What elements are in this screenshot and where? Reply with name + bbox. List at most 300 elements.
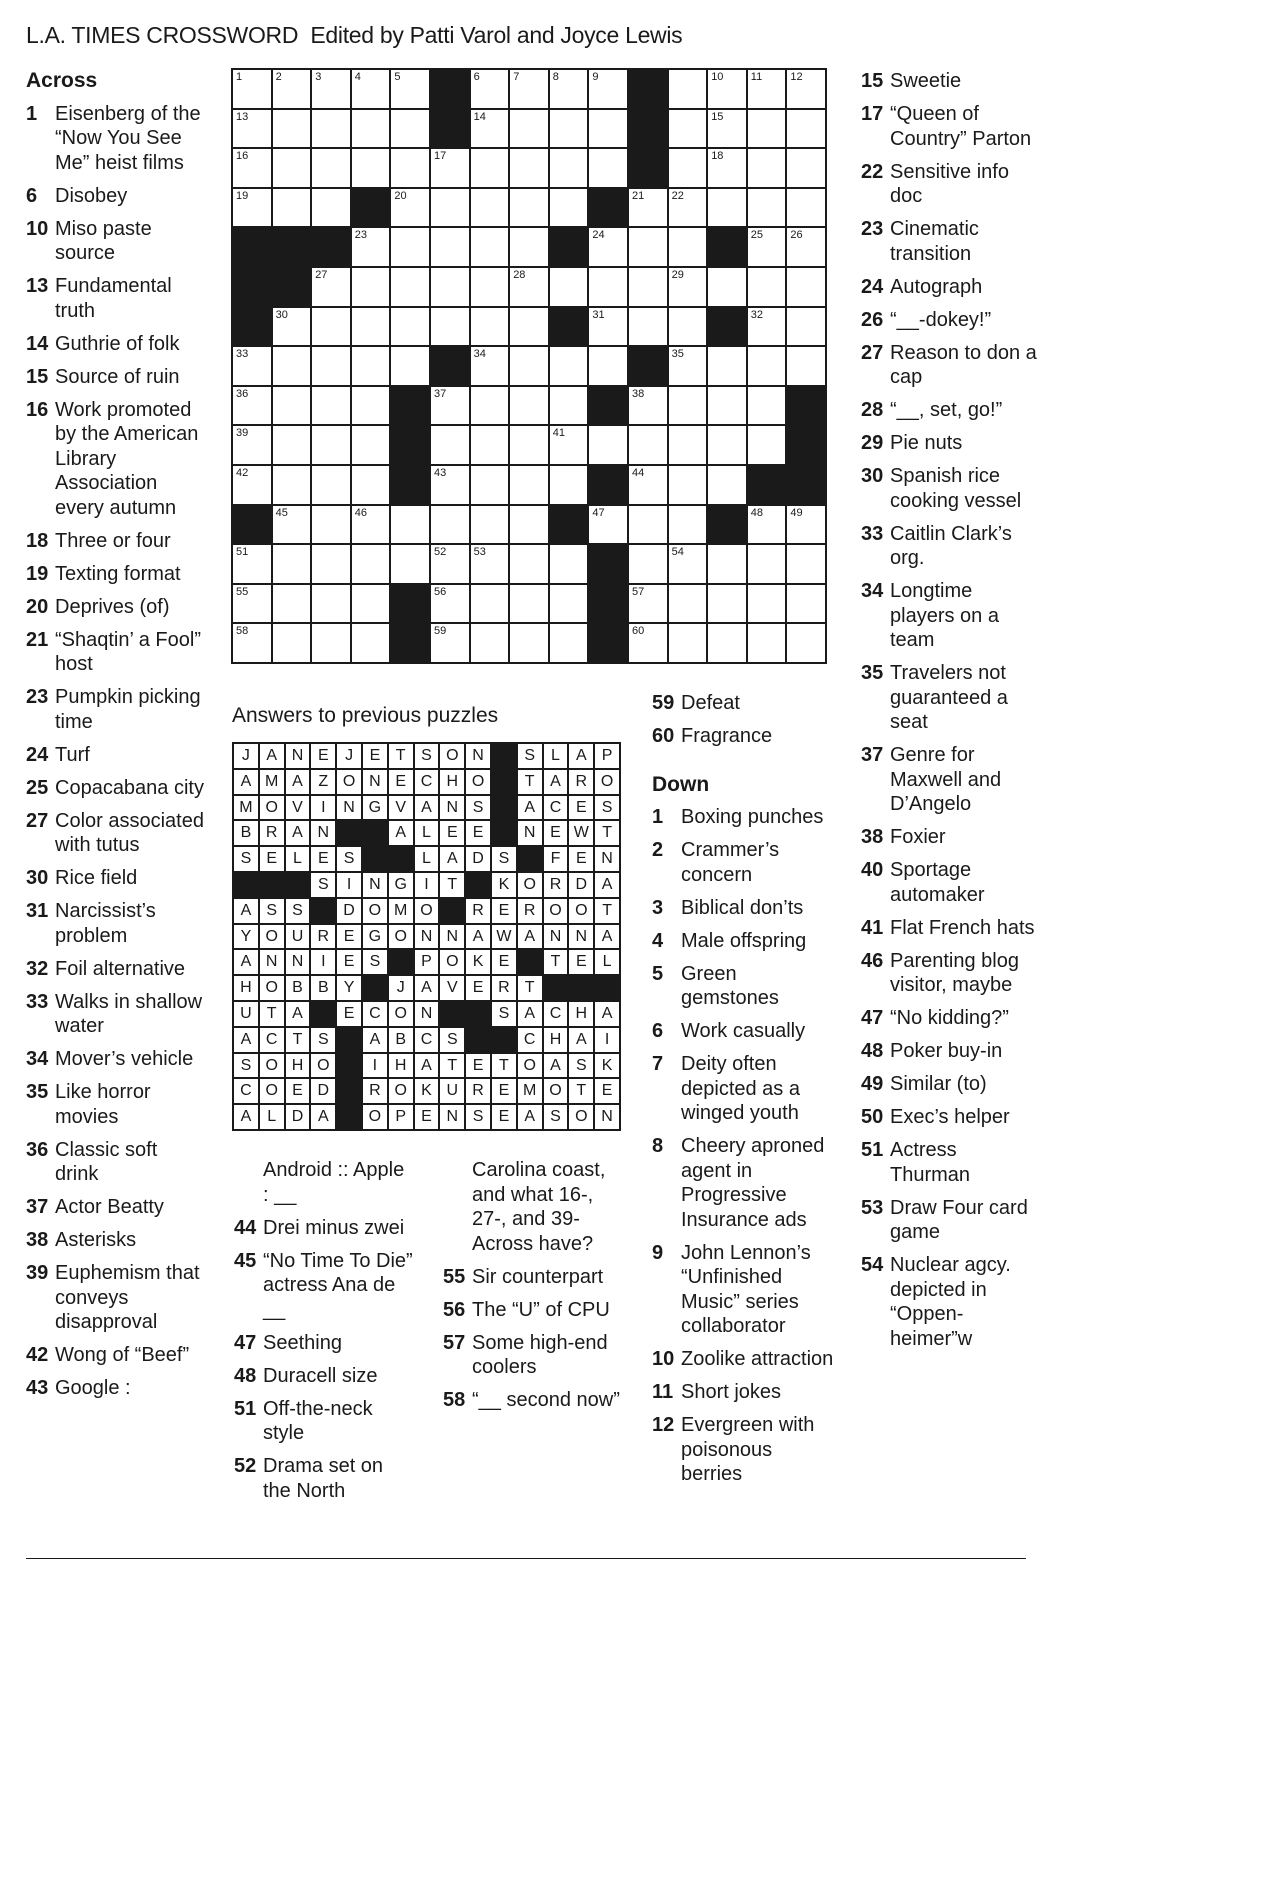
clue-number: 26 [861, 308, 884, 331]
answer-letter: A [517, 924, 543, 950]
grid-block [628, 109, 668, 149]
grid-cell[interactable] [430, 386, 470, 426]
grid-cell[interactable] [232, 188, 272, 228]
clue-item [26, 1195, 206, 1220]
answer-letter: N [594, 846, 620, 872]
cell-number: 36 [236, 387, 249, 400]
clue-text: Seething [263, 1331, 342, 1354]
answer-block [336, 1078, 362, 1104]
grid-cell[interactable] [588, 109, 628, 149]
grid-cell[interactable] [272, 69, 312, 109]
grid-block [707, 227, 747, 267]
grid-cell[interactable] [430, 544, 470, 584]
grid-cell[interactable] [470, 584, 510, 624]
grid-cell[interactable] [747, 386, 787, 426]
grid-cell[interactable] [588, 69, 628, 109]
grid-cell[interactable] [351, 227, 391, 267]
answer-letter: N [285, 743, 311, 769]
grid-cell[interactable] [786, 623, 826, 663]
grid-cell[interactable] [549, 109, 589, 149]
grid-cell[interactable] [470, 425, 510, 465]
clue-number: 12 [652, 1414, 675, 1436]
grid-cell[interactable] [786, 109, 826, 149]
grid-cell[interactable] [549, 623, 589, 663]
clue-item [443, 1158, 623, 1256]
answer-letter: Y [233, 924, 259, 950]
grid-cell[interactable] [470, 307, 510, 347]
answer-letter: L [259, 1104, 285, 1130]
answer-letter: O [594, 769, 620, 795]
answer-letter: N [336, 795, 362, 821]
grid-cell[interactable] [786, 267, 826, 307]
grid-cell[interactable] [272, 307, 312, 347]
answer-letter: S [594, 795, 620, 821]
grid-cell[interactable] [351, 584, 391, 624]
answer-letter: E [465, 820, 491, 846]
grid-cell[interactable] [509, 386, 549, 426]
answer-letter: G [362, 795, 388, 821]
grid-cell[interactable] [747, 584, 787, 624]
grid-cell[interactable] [311, 307, 351, 347]
clue-item [26, 866, 206, 891]
clue-text: Deprives (of) [55, 595, 170, 618]
grid-cell[interactable] [311, 465, 351, 505]
grid-cell[interactable] [628, 307, 668, 347]
grid-cell[interactable] [470, 69, 510, 109]
clue-text: Some high-end coolers [472, 1331, 608, 1378]
grid-cell[interactable] [351, 148, 391, 188]
clue-number: 55 [443, 1265, 466, 1288]
grid-cell[interactable] [311, 425, 351, 465]
grid-cell[interactable] [390, 505, 430, 545]
grid-cell[interactable] [668, 267, 708, 307]
grid-cell[interactable] [549, 148, 589, 188]
grid-cell[interactable] [747, 307, 787, 347]
clue-item [652, 805, 837, 830]
grid-cell[interactable] [668, 307, 708, 347]
answer-letter: V [388, 795, 414, 821]
answer-block [362, 820, 388, 846]
grid-cell[interactable] [311, 69, 351, 109]
grid-cell[interactable] [311, 148, 351, 188]
grid-cell[interactable] [311, 505, 351, 545]
grid-cell[interactable] [509, 148, 549, 188]
grid-cell[interactable] [588, 346, 628, 386]
grid-cell[interactable] [470, 227, 510, 267]
grid-block [272, 267, 312, 307]
answer-letter: A [568, 1027, 594, 1053]
grid-cell[interactable] [747, 623, 787, 663]
grid-cell[interactable] [232, 346, 272, 386]
answer-letter: A [233, 898, 259, 924]
grid-cell[interactable] [707, 544, 747, 584]
grid-cell[interactable] [588, 267, 628, 307]
grid-cell[interactable] [668, 425, 708, 465]
grid-cell[interactable] [509, 425, 549, 465]
grid-cell[interactable] [786, 188, 826, 228]
grid-cell[interactable] [747, 346, 787, 386]
grid-cell[interactable] [470, 505, 510, 545]
grid-cell[interactable] [747, 109, 787, 149]
grid-cell[interactable] [668, 148, 708, 188]
grid-cell[interactable] [786, 307, 826, 347]
grid-cell[interactable] [786, 148, 826, 188]
answer-letter: O [362, 1104, 388, 1130]
grid-cell[interactable] [232, 465, 272, 505]
grid-cell[interactable] [351, 267, 391, 307]
answer-letter: T [285, 1027, 311, 1053]
grid-cell[interactable] [668, 386, 708, 426]
previous-answers-grid [233, 743, 620, 1130]
grid-cell[interactable] [351, 346, 391, 386]
answer-letter: N [439, 1104, 465, 1130]
grid-block [747, 465, 787, 505]
grid-cell[interactable] [628, 584, 668, 624]
grid-cell[interactable] [707, 584, 747, 624]
grid-cell[interactable] [390, 267, 430, 307]
answer-letter: O [388, 1078, 414, 1104]
clue-number: 17 [861, 103, 884, 125]
grid-cell[interactable] [668, 346, 708, 386]
grid-cell[interactable] [786, 227, 826, 267]
grid-cell[interactable] [747, 188, 787, 228]
grid-cell[interactable] [509, 544, 549, 584]
grid-cell[interactable] [628, 188, 668, 228]
clue-number: 51 [234, 1397, 257, 1420]
grid-block [390, 425, 430, 465]
grid-cell[interactable] [390, 69, 430, 109]
clue-number: 23 [26, 686, 49, 708]
grid-cell[interactable] [509, 267, 549, 307]
clue-text: Turf [55, 743, 90, 766]
answer-letter: A [285, 769, 311, 795]
grid-cell[interactable] [390, 227, 430, 267]
grid-cell[interactable] [509, 465, 549, 505]
clue-item [861, 308, 1041, 333]
editor-credit: Edited by Patti Varol and Joyce Lewis [310, 22, 683, 48]
clue-number: 45 [234, 1249, 257, 1272]
grid-cell[interactable] [232, 544, 272, 584]
clue-number: 9 [652, 1241, 664, 1264]
clue-number: 44 [234, 1216, 257, 1239]
grid-cell[interactable] [470, 544, 510, 584]
grid-cell[interactable] [272, 623, 312, 663]
clue-item [26, 743, 206, 768]
grid-block [390, 584, 430, 624]
answer-letter: S [439, 1027, 465, 1053]
answer-letter: O [439, 949, 465, 975]
grid-cell[interactable] [470, 267, 510, 307]
grid-cell[interactable] [232, 109, 272, 149]
clue-item [443, 1331, 623, 1380]
clue-number: 52 [234, 1455, 257, 1477]
answer-letter: A [594, 872, 620, 898]
grid-cell[interactable] [430, 188, 470, 228]
grid-cell[interactable] [707, 109, 747, 149]
grid-cell[interactable] [549, 584, 589, 624]
grid-cell[interactable] [509, 109, 549, 149]
grid-cell[interactable] [311, 267, 351, 307]
grid-cell[interactable] [668, 584, 708, 624]
grid-cell[interactable] [272, 148, 312, 188]
grid-cell[interactable] [470, 188, 510, 228]
clue-text: Copacabana city [55, 776, 204, 799]
grid-cell[interactable] [747, 544, 787, 584]
grid-cell[interactable] [351, 465, 391, 505]
grid-cell[interactable] [509, 584, 549, 624]
grid-cell[interactable] [747, 148, 787, 188]
cell-number: 37 [434, 387, 447, 400]
grid-cell[interactable] [786, 505, 826, 545]
grid-cell[interactable] [707, 267, 747, 307]
answer-letter: N [439, 924, 465, 950]
grid-cell[interactable] [509, 188, 549, 228]
grid-cell[interactable] [232, 623, 272, 663]
clue-number: 18 [26, 529, 49, 552]
grid-cell[interactable] [747, 425, 787, 465]
grid-cell[interactable] [628, 505, 668, 545]
grid-cell[interactable] [588, 307, 628, 347]
grid-cell[interactable] [668, 69, 708, 109]
grid-cell[interactable] [549, 346, 589, 386]
grid-cell[interactable] [549, 386, 589, 426]
answer-letter: O [259, 795, 285, 821]
answer-letter: E [543, 820, 569, 846]
clue-text: Cheery aproned agent in Progressive Insurance ads [681, 1135, 825, 1231]
answer-letter: C [414, 1027, 440, 1053]
grid-cell[interactable] [470, 623, 510, 663]
clue-list [443, 1158, 623, 1413]
grid-cell[interactable] [786, 346, 826, 386]
grid-cell[interactable] [272, 584, 312, 624]
answer-block [362, 846, 388, 872]
clue-item [652, 1019, 837, 1044]
cell-number: 39 [236, 427, 249, 440]
grid-cell[interactable] [588, 148, 628, 188]
grid-cell[interactable] [707, 623, 747, 663]
grid-cell[interactable] [430, 267, 470, 307]
answer-letter: T [491, 1053, 517, 1079]
grid-cell[interactable] [549, 267, 589, 307]
answer-letter: R [465, 898, 491, 924]
grid-cell[interactable] [311, 623, 351, 663]
answer-block [336, 1053, 362, 1079]
cell-number: 18 [711, 150, 724, 163]
grid-cell[interactable] [747, 267, 787, 307]
grid-cell[interactable] [351, 69, 391, 109]
grid-cell[interactable] [390, 148, 430, 188]
grid-cell[interactable] [668, 465, 708, 505]
grid-cell[interactable] [628, 623, 668, 663]
clue-item [234, 1397, 414, 1446]
grid-cell[interactable] [430, 584, 470, 624]
grid-cell[interactable] [351, 505, 391, 545]
grid-cell[interactable] [707, 188, 747, 228]
grid-cell[interactable] [390, 307, 430, 347]
grid-cell[interactable] [668, 227, 708, 267]
grid-cell[interactable] [430, 148, 470, 188]
clue-item [26, 628, 206, 677]
grid-cell[interactable] [628, 386, 668, 426]
grid-cell[interactable] [311, 346, 351, 386]
answer-letter: S [568, 1053, 594, 1079]
answer-letter: W [491, 924, 517, 950]
clue-item [652, 724, 837, 749]
grid-cell[interactable] [628, 425, 668, 465]
clue-item [26, 529, 206, 554]
grid-cell[interactable] [430, 307, 470, 347]
answer-letter: O [543, 898, 569, 924]
clue-text: Longtime players on a team [890, 580, 999, 651]
clue-item [861, 1105, 1041, 1130]
grid-cell[interactable] [707, 69, 747, 109]
grid-cell[interactable] [351, 109, 391, 149]
grid-cell[interactable] [707, 346, 747, 386]
cell-number: 27 [315, 269, 328, 281]
grid-cell[interactable] [232, 584, 272, 624]
grid-cell[interactable] [668, 505, 708, 545]
answer-block [233, 872, 259, 898]
grid-cell[interactable] [430, 505, 470, 545]
grid-cell[interactable] [668, 109, 708, 149]
grid-cell[interactable] [311, 386, 351, 426]
grid-cell[interactable] [470, 465, 510, 505]
clue-item [26, 1138, 206, 1187]
grid-cell[interactable] [668, 544, 708, 584]
grid-cell[interactable] [747, 227, 787, 267]
grid-cell[interactable] [351, 425, 391, 465]
grid-cell[interactable] [668, 623, 708, 663]
grid-cell[interactable] [232, 386, 272, 426]
clue-text: Euphemism that conveys disapproval [55, 1262, 200, 1333]
grid-block [628, 346, 668, 386]
grid-cell[interactable] [272, 386, 312, 426]
grid-cell[interactable] [272, 505, 312, 545]
grid-cell[interactable] [509, 623, 549, 663]
grid-cell[interactable] [351, 386, 391, 426]
grid-cell[interactable] [390, 188, 430, 228]
grid-cell[interactable] [272, 425, 312, 465]
answer-letter: C [259, 1027, 285, 1053]
grid-cell[interactable] [509, 505, 549, 545]
grid-cell[interactable] [549, 425, 589, 465]
grid-block [272, 227, 312, 267]
grid-cell[interactable] [747, 505, 787, 545]
grid-cell[interactable] [470, 148, 510, 188]
grid-cell[interactable] [628, 544, 668, 584]
answer-block [388, 846, 414, 872]
grid-cell[interactable] [272, 346, 312, 386]
clue-item [861, 858, 1041, 907]
grid-cell[interactable] [470, 109, 510, 149]
grid-cell[interactable] [628, 267, 668, 307]
answer-letter: E [388, 769, 414, 795]
clue-list-down [652, 805, 837, 1487]
answer-letter: S [310, 1027, 336, 1053]
grid-cell[interactable] [390, 109, 430, 149]
grid-cell[interactable] [232, 148, 272, 188]
grid-cell[interactable] [311, 544, 351, 584]
grid-cell[interactable] [232, 69, 272, 109]
grid-block [549, 505, 589, 545]
answer-letter: P [414, 949, 440, 975]
grid-cell[interactable] [747, 69, 787, 109]
answer-letter: E [310, 846, 336, 872]
clue-number: 37 [26, 1196, 49, 1218]
answer-letter: H [568, 1001, 594, 1027]
grid-cell[interactable] [549, 69, 589, 109]
grid-cell[interactable] [351, 544, 391, 584]
grid-cell[interactable] [628, 465, 668, 505]
grid-cell[interactable] [470, 386, 510, 426]
grid-cell[interactable] [588, 425, 628, 465]
grid-cell[interactable] [707, 425, 747, 465]
grid-cell[interactable] [272, 188, 312, 228]
grid-cell[interactable] [707, 148, 747, 188]
grid-cell[interactable] [430, 465, 470, 505]
grid-cell[interactable] [311, 584, 351, 624]
grid-cell[interactable] [351, 623, 391, 663]
answer-letter: E [568, 846, 594, 872]
clue-item [652, 962, 837, 1011]
grid-cell[interactable] [272, 544, 312, 584]
grid-cell[interactable] [430, 623, 470, 663]
grid-cell[interactable] [668, 188, 708, 228]
grid-cell[interactable] [786, 544, 826, 584]
grid-cell[interactable] [390, 346, 430, 386]
clue-number: 41 [861, 916, 884, 939]
cell-number: 32 [750, 308, 764, 321]
grid-cell[interactable] [430, 227, 470, 267]
clue-text: Sportage automaker [890, 859, 985, 906]
cell-number: 25 [750, 229, 764, 242]
grid-cell[interactable] [311, 109, 351, 149]
answer-block [336, 820, 362, 846]
cell-number: 45 [275, 506, 288, 519]
grid-cell[interactable] [707, 386, 747, 426]
grid-cell[interactable] [628, 227, 668, 267]
grid-cell[interactable] [509, 69, 549, 109]
grid-cell[interactable] [509, 346, 549, 386]
cell-number: 38 [632, 387, 645, 400]
grid-cell[interactable] [351, 307, 391, 347]
grid-cell[interactable] [588, 505, 628, 545]
grid-cell[interactable] [430, 425, 470, 465]
grid-cell[interactable] [786, 584, 826, 624]
grid-cell[interactable] [272, 109, 312, 149]
grid-cell[interactable] [549, 188, 589, 228]
grid-cell[interactable] [232, 425, 272, 465]
grid-cell[interactable] [549, 544, 589, 584]
grid-cell[interactable] [549, 465, 589, 505]
grid-cell[interactable] [786, 69, 826, 109]
grid-cell[interactable] [272, 465, 312, 505]
crossword-grid[interactable] [232, 69, 826, 663]
grid-cell[interactable] [509, 307, 549, 347]
cell-number: 58 [236, 625, 249, 638]
clue-number: 47 [861, 1007, 884, 1029]
cell-number: 35 [671, 348, 684, 361]
grid-cell[interactable] [509, 227, 549, 267]
grid-cell[interactable] [311, 188, 351, 228]
answer-letter: E [568, 949, 594, 975]
answer-letter: A [414, 1053, 440, 1079]
grid-cell[interactable] [390, 544, 430, 584]
grid-cell[interactable] [588, 227, 628, 267]
clue-item [26, 957, 206, 982]
grid-cell[interactable] [707, 465, 747, 505]
grid-cell[interactable] [470, 346, 510, 386]
